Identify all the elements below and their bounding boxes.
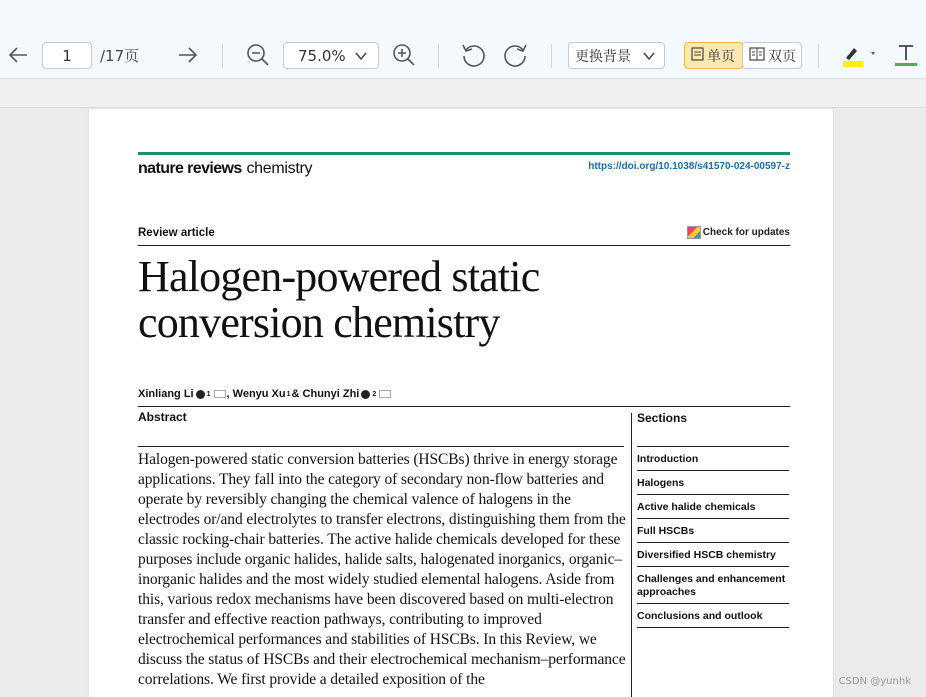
abstract-heading: Abstract xyxy=(138,410,187,424)
header-rule xyxy=(138,152,790,155)
zoom-select[interactable] xyxy=(283,42,379,69)
watermark: CSDN @yunhk xyxy=(838,676,911,687)
column-divider xyxy=(631,413,632,697)
doi-link[interactable]: https://doi.org/10.1038/s41570-024-00597-z xyxy=(588,161,790,172)
author-name: , Wenyu Xu xyxy=(226,388,286,400)
sections-list xyxy=(637,447,789,628)
check-updates-label: Check for updates xyxy=(702,227,790,238)
single-page-icon xyxy=(691,47,704,65)
double-page-label: 双页 xyxy=(768,48,796,65)
section-link-diversified-hscb-chemistry[interactable]: Diversified HSCB chemistry xyxy=(637,543,789,567)
page-total: /17页 xyxy=(100,47,140,65)
zoom-in-icon[interactable] xyxy=(389,40,419,70)
orcid-icon[interactable] xyxy=(361,390,370,399)
section-link-conclusions[interactable]: Conclusions and outlook xyxy=(637,604,789,628)
text-tool-icon[interactable] xyxy=(893,40,919,70)
back-arrow-icon[interactable] xyxy=(3,40,33,70)
double-page-button[interactable] xyxy=(742,42,802,69)
authors-line xyxy=(138,388,391,400)
abstract-text: Halogen-powered static conversion batteries (HSCBs) thrive in energy storage applications. They fall into the category of secondary non-flow batteries and operate by reversibly changing the chemical valence of halogens in the electrodes or/and electrolytes to transfer electrons, distinguishing them from the classic rocking-chair batteries. The active halide chemicals developed for these purposes include organic halides, halide salts, halogenated inorganics, organic–inorganic halides and the most widely studied elemental halogens. Aside from this, various redox mechanisms have been discovered based on multi-electron transfer and effective reaction pathways, contributing to improved electrochemical performances and stabilities of HSCBs. In this Review, we discuss the status of HSCBs and their electrochemical mechanism–performance correlations. We first provide a detailed exposition of the xyxy=(138,451,626,688)
toolbar-divider xyxy=(818,44,819,68)
check-updates-link[interactable] xyxy=(687,226,790,239)
mail-icon[interactable] xyxy=(379,390,391,398)
chevron-down-icon xyxy=(354,49,368,67)
divider xyxy=(138,245,790,246)
author-affiliation: 1 xyxy=(286,390,291,398)
highlighter-tool[interactable] xyxy=(838,40,878,70)
section-link-challenges[interactable]: Challenges and enhancement approaches xyxy=(637,567,789,604)
crossmark-icon xyxy=(687,226,701,239)
author-affiliation: 2 xyxy=(372,390,377,398)
author-name: & Chunyi Zhi xyxy=(291,388,360,400)
change-background-label: 更换背景 xyxy=(575,48,631,65)
page-number-input[interactable] xyxy=(42,42,92,69)
toolbar-divider xyxy=(438,44,439,68)
document-page xyxy=(89,109,833,697)
zoom-value: 75.0% xyxy=(298,46,346,65)
mail-icon[interactable] xyxy=(214,390,226,398)
section-link-active-halide-chemicals[interactable]: Active halide chemicals xyxy=(637,495,789,519)
journal-name xyxy=(138,158,312,178)
single-page-label: 单页 xyxy=(707,48,735,65)
article-type: Review article xyxy=(138,227,215,239)
sections-heading: Sections xyxy=(637,411,688,425)
journal-name-light: chemistry xyxy=(246,160,313,177)
rotate-right-icon[interactable] xyxy=(501,40,531,70)
section-link-full-hscbs[interactable]: Full HSCBs xyxy=(637,519,789,543)
page-number-value: 1 xyxy=(62,46,72,65)
article-title: Halogen-powered static conversion chemistry xyxy=(138,252,540,347)
single-page-button[interactable] xyxy=(684,42,743,69)
section-link-introduction[interactable]: Introduction xyxy=(637,447,789,471)
zoom-out-icon[interactable] xyxy=(243,40,273,70)
rotate-left-icon[interactable] xyxy=(458,40,488,70)
journal-name-bold: nature reviews xyxy=(138,160,242,177)
secondary-bar xyxy=(0,78,926,108)
author-affiliation: 1 xyxy=(206,390,211,398)
section-link-halogens[interactable]: Halogens xyxy=(637,471,789,495)
divider xyxy=(138,406,790,407)
forward-arrow-icon[interactable] xyxy=(173,40,203,70)
author-name: Xinliang Li xyxy=(138,388,194,400)
change-background-select[interactable] xyxy=(568,42,665,69)
toolbar-divider xyxy=(551,44,552,68)
divider xyxy=(138,446,624,447)
chevron-down-icon xyxy=(642,49,656,67)
toolbar-divider xyxy=(222,44,223,68)
double-page-icon xyxy=(749,47,765,65)
orcid-icon[interactable] xyxy=(196,390,205,399)
